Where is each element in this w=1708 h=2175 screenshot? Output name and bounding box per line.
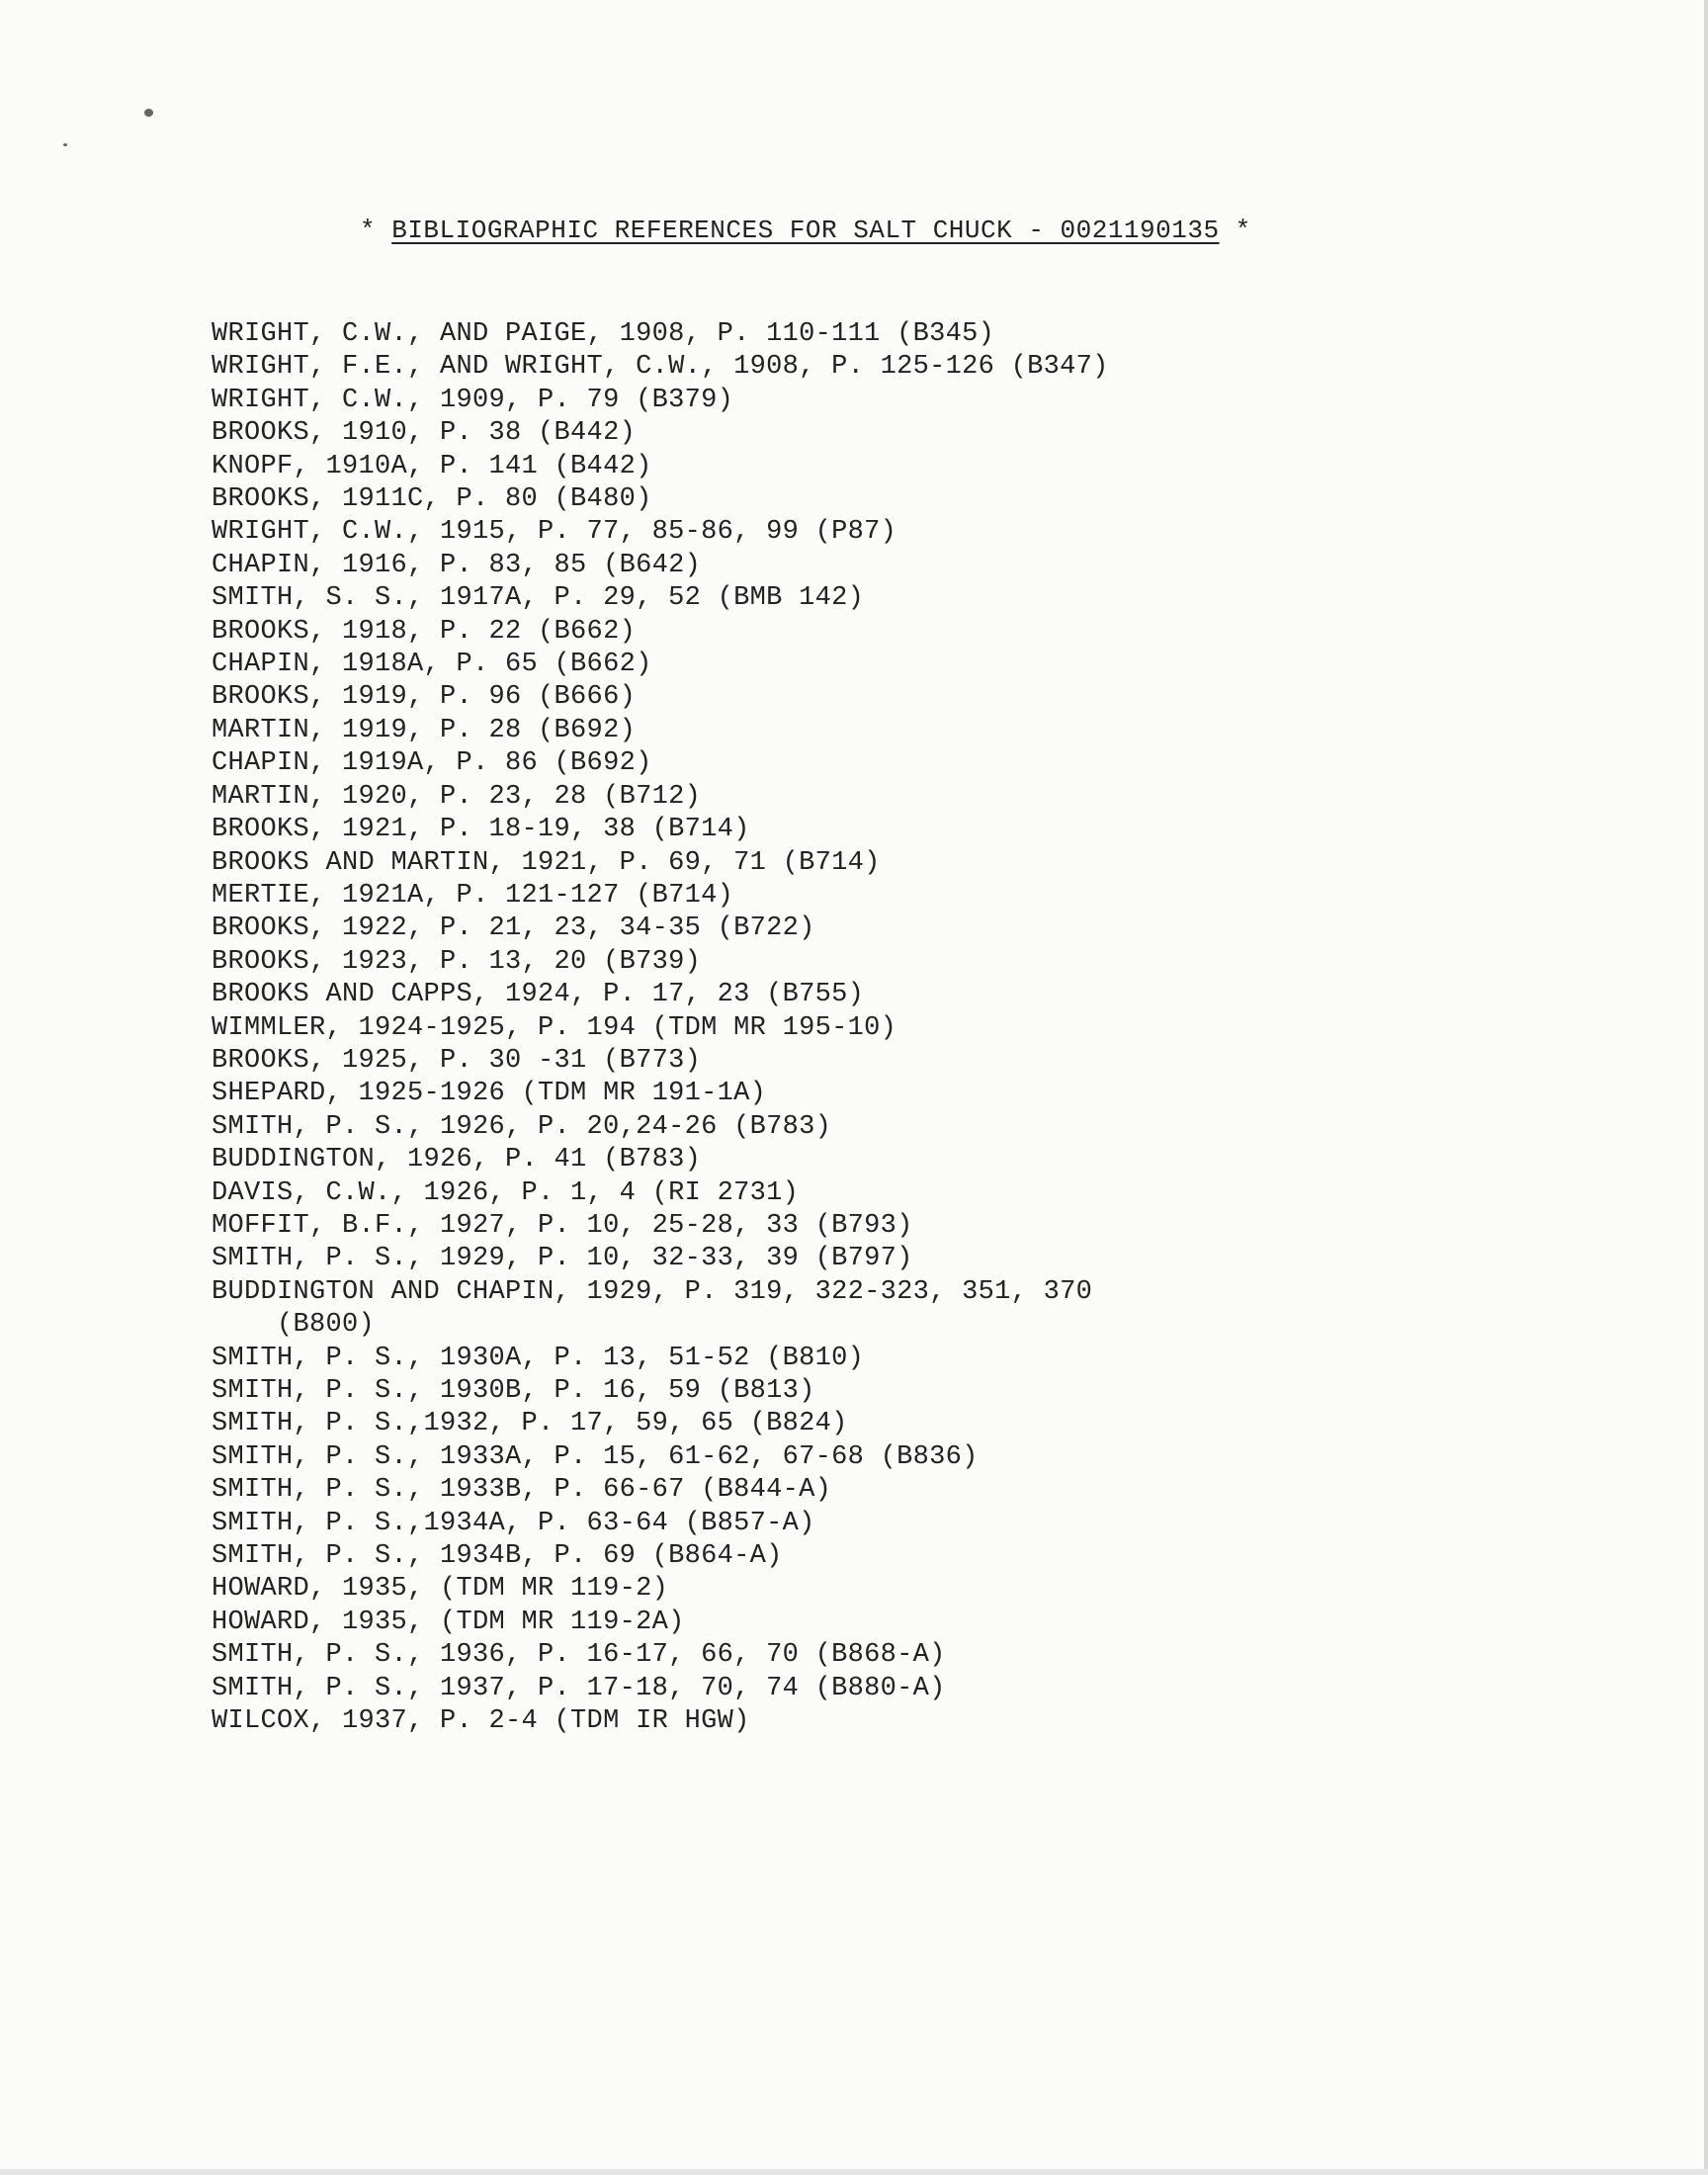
title-star-left: * <box>360 216 377 245</box>
title-star-right: * <box>1235 216 1251 245</box>
page-edge-right <box>1704 0 1708 2175</box>
reference-entry: MARTIN, 1920, P. 23, 28 (B712) <box>212 781 702 812</box>
reference-entry: WRIGHT, F.E., AND WRIGHT, C.W., 1908, P. 125-126 (B347) <box>212 352 1109 383</box>
reference-entry: BROOKS, 1921, P. 18-19, 38 (B714) <box>212 815 750 845</box>
reference-entry: HOWARD, 1935, (TDM MR 119-2A) <box>212 1607 685 1637</box>
title-text: BIBLIOGRAPHIC REFERENCES FOR SALT CHUCK - 0021190135 <box>391 216 1220 245</box>
reference-entry: BROOKS, 1919, P. 96 (B666) <box>212 682 637 713</box>
reference-entry: WRIGHT, C.W., AND PAIGE, 1908, P. 110-111 (B345) <box>212 319 995 349</box>
reference-entry: MOFFIT, B.F., 1927, P. 10, 25-28, 33 (B793) <box>212 1210 913 1241</box>
reference-entry: KNOPF, 1910A, P. 141 (B442) <box>212 451 652 481</box>
reference-entry: DAVIS, C.W., 1926, P. 1, 4 (RI 2731) <box>212 1177 800 1208</box>
reference-entry: WRIGHT, C.W., 1915, P. 77, 85-86, 99 (P87) <box>212 517 897 548</box>
reference-entry: BROOKS, 1910, P. 38 (B442) <box>212 418 637 449</box>
reference-entry: SMITH, P. S., 1929, P. 10, 32-33, 39 (B797) <box>212 1244 913 1274</box>
page-edge-bottom <box>0 2169 1708 2175</box>
reference-entry: SMITH, S. S., 1917A, P. 29, 52 (BMB 142) <box>212 583 865 614</box>
reference-entry: BROOKS, 1911C, P. 80 (B480) <box>212 484 652 515</box>
reference-entry: SMITH, P. S., 1930A, P. 13, 51-52 (B810) <box>212 1343 865 1373</box>
reference-entry: BROOKS, 1925, P. 30 -31 (B773) <box>212 1045 702 1076</box>
reference-entry: SMITH, P. S.,1934A, P. 63-64 (B857-A) <box>212 1508 815 1538</box>
reference-entry: SMITH, P. S., 1937, P. 17-18, 70, 74 (B880-A) <box>212 1673 946 1703</box>
reference-entry: BROOKS, 1923, P. 13, 20 (B739) <box>212 946 702 977</box>
reference-entry: SMITH, P. S., 1936, P. 16-17, 66, 70 (B868-A) <box>212 1640 946 1671</box>
reference-entry: SMITH, P. S.,1932, P. 17, 59, 65 (B824) <box>212 1409 848 1439</box>
reference-entry: SHEPARD, 1925-1926 (TDM MR 191-1A) <box>212 1079 767 1109</box>
reference-entry: WIMMLER, 1924-1925, P. 194 (TDM MR 195-10) <box>212 1012 897 1043</box>
reference-entry: WRIGHT, C.W., 1909, P. 79 (B379) <box>212 385 734 415</box>
reference-entry: MERTIE, 1921A, P. 121-127 (B714) <box>212 880 734 911</box>
reference-entry: BUDDINGTON AND CHAPIN, 1929, P. 319, 322-323, 351, 370 (B800) <box>212 1276 1093 1341</box>
reference-entry: BUDDINGTON, 1926, P. 41 (B783) <box>212 1145 702 1175</box>
reference-entry: BROOKS, 1918, P. 22 (B662) <box>212 616 637 647</box>
reference-entry: BROOKS, 1922, P. 21, 23, 34-35 (B722) <box>212 914 815 944</box>
reference-entry: MARTIN, 1919, P. 28 (B692) <box>212 715 637 745</box>
reference-entry: SMITH, P. S., 1926, P. 20,24-26 (B783) <box>212 1111 832 1142</box>
reference-entry: SMITH, P. S., 1934B, P. 69 (B864-A) <box>212 1541 783 1572</box>
reference-entry: SMITH, P. S., 1933B, P. 66-67 (B844-A) <box>212 1475 832 1506</box>
reference-list <box>212 318 1496 1738</box>
reference-entry: SMITH, P. S., 1930B, P. 16, 59 (B813) <box>212 1376 815 1406</box>
page-title <box>360 214 1251 247</box>
scan-speck <box>63 143 67 146</box>
reference-entry: BROOKS AND MARTIN, 1921, P. 69, 71 (B714) <box>212 847 881 878</box>
reference-entry: SMITH, P. S., 1933A, P. 15, 61-62, 67-68 (B836) <box>212 1441 979 1472</box>
reference-entry: CHAPIN, 1916, P. 83, 85 (B642) <box>212 550 702 580</box>
reference-entry: CHAPIN, 1919A, P. 86 (B692) <box>212 748 652 779</box>
reference-entry: HOWARD, 1935, (TDM MR 119-2) <box>212 1574 669 1605</box>
scan-speck <box>144 109 153 117</box>
reference-entry: CHAPIN, 1918A, P. 65 (B662) <box>212 650 652 680</box>
reference-entry: BROOKS AND CAPPS, 1924, P. 17, 23 (B755) <box>212 980 865 1010</box>
reference-entry: WILCOX, 1937, P. 2-4 (TDM IR HGW) <box>212 1706 750 1737</box>
